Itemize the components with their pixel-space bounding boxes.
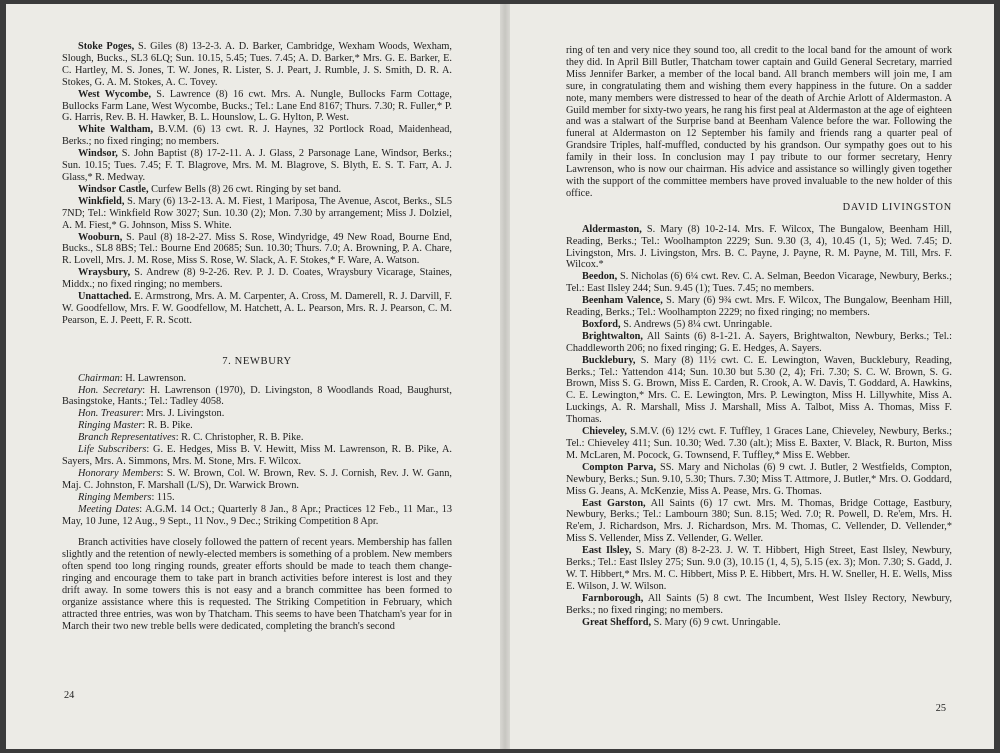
page-number-left: 24 <box>64 690 75 701</box>
tower-name: White Waltham, <box>78 124 154 136</box>
tower-entry <box>566 331 952 355</box>
tower-entry <box>566 462 952 498</box>
officer-row <box>62 385 452 409</box>
officer-label: Life Subscribers <box>78 444 147 456</box>
officer-value: : S. W. Brown, Col. W. Brown, Rev. S. J. Cornish, Rev. J. W. Gann, Maj. C. Johnston, F. Marshall (L/S), Dr. Warwick Brown. <box>62 467 452 491</box>
tower-details: Curfew Bells (8) 26 cwt. Ringing by set band. <box>148 183 342 195</box>
officer-value: : H. Lawrenson (1970), D. Livingston, 8 Woodlands Road, Baughurst, Basingstoke, Hants.; Tel.: Tadley 4058. <box>62 384 452 408</box>
tower-details: S. Nicholas (6) 6¼ cwt. Rev. C. A. Selman, Beedon Vicarage, Newbury, Berks.; Tel.: East Ilsley 244; Sun. 9.45 (1); Tues. 7.45; no members. <box>566 271 952 295</box>
officer-value: : R. B. Pike. <box>142 420 193 432</box>
officer-label: Hon. Treasurer <box>78 408 141 420</box>
page-number-right: 25 <box>935 703 946 714</box>
tower-entry <box>566 271 952 295</box>
officer-label: Ringing Master <box>78 420 143 432</box>
tower-name: East Ilsley, <box>582 545 632 557</box>
left-column <box>62 41 452 633</box>
officer-value: : A.G.M. 14 Oct.; Quarterly 8 Jan., 8 Apr.; Practices 12 Feb., 11 Mar., 13 May, 10 June, 12 Aug., 9 Sept., 11 Nov., 9 Dec.; Striking Competition 8 Apr. <box>62 503 452 527</box>
officer-row <box>62 432 452 444</box>
officer-label: Chairman <box>78 372 120 384</box>
tower-name: Winkfield, <box>78 195 125 207</box>
tower-details: S. Mary (6) 13-2-13. A. M. Fiest, 1 Mariposa, The Avenue, Ascot, Berks., SL5 7ND; Tel.: Winkfield Row 3027; Sun. 10.30 (2); Mon. 7.30 by arrangement; Miss J. Dolziel, A. M. Fiest,* G. Johnson, Miss S. White. <box>62 195 452 231</box>
tower-name: Chieveley, <box>582 426 627 438</box>
tower-name: Aldermaston, <box>582 223 642 235</box>
tower-details: S. Andrew (8) 9-2-26. Rev. P. J. D. Coates, Wraysbury Vicarage, Staines, Middx.; no fixed ringing; no members. <box>62 267 452 291</box>
tower-details: All Saints (5) 8 cwt. The Incumbent, West Ilsley Rectory, Newbury, Berks.; no fixed ringing; no members. <box>566 592 952 616</box>
tower-name: West Wycombe, <box>78 88 152 100</box>
tower-name: Compton Parva, <box>582 461 657 473</box>
tower-entry <box>566 224 952 272</box>
tower-name: Beenham Valence, <box>582 295 663 307</box>
tower-details: S. Lawrence (8) 16 cwt. Mrs. A. Nungle, Bullocks Farm Cottage, Bullocks Farm Lane, West Wycombe, Bucks.; Tel.: Lane End 8167; Thurs. 7.30; R. Fuller,* P. G. Harris, Rev. B. H. Hawker, B. L. Hounslow, L. G. Hylton, P. West. <box>62 88 452 124</box>
officer-row <box>62 504 452 528</box>
officer-row <box>62 420 452 432</box>
tower-entry <box>566 617 952 629</box>
tower-name: Farnborough, <box>582 592 644 604</box>
tower-name: Great Shefford, <box>582 616 652 628</box>
tower-details: S. Mary (8) 8-2-23. J. W. T. Hibbert, High Street, East Ilsley, Newbury, Berks.; Tel.: East Ilsley 275; Sun. 9.0 (3), 10.15 (1, 4, 5), 5.15 (ex. 3); Mon. 7.30; S. Gadd, J. W. T. Hibbert,* Mrs. M. C. Hibbert, Miss P. E. Hibbert, Mrs. H. W. Sneller, H. E. Wells, Miss E. Wilson, J. W. Wilson. <box>566 545 952 592</box>
tower-entry <box>566 593 952 617</box>
branch-officers <box>62 373 452 528</box>
tower-list-newbury <box>566 224 952 629</box>
officer-value: : Mrs. J. Livingston. <box>140 408 225 420</box>
officer-row <box>62 444 452 468</box>
book-spread <box>6 4 994 749</box>
officer-row <box>62 373 452 385</box>
tower-entry <box>566 498 952 546</box>
tower-entry <box>62 184 452 196</box>
officer-label: Hon. Secretary <box>78 384 143 396</box>
tower-details: SS. Mary and Nicholas (6) 9 cwt. J. Butler, 2 Westfields, Compton, Newbury, Berks.; Sun. 9.10, 5.30; Thurs. 7.30; Miss T. Attmore, J. Butler,* Mrs. O. Goddard, Miss G. Jeans, A. McKenzie, Miss A. Pease, Mrs. G. Thomas. <box>566 461 952 497</box>
tower-name: Windsor Castle, <box>78 183 149 195</box>
tower-details: S. Mary (6) 9¾ cwt. Mrs. F. Wilcox, The Bungalow, Beenham Hill, Reading, Berks.; Tel.: Woolhampton 2229; no fixed ringing; no members. <box>566 295 952 319</box>
tower-details: S. Andrews (5) 8¼ cwt. Unringable. <box>620 318 773 330</box>
tower-name: Beedon, <box>582 271 618 283</box>
tower-entry <box>566 545 952 593</box>
tower-details: S. Mary (6) 9 cwt. Unringable. <box>651 616 781 628</box>
tower-entry <box>62 196 452 232</box>
book-gutter <box>500 4 510 749</box>
tower-details: B.V.M. (6) 13 cwt. R. J. Haynes, 32 Portlock Road, Maidenhead, Berks.; no fixed ringing; no members. <box>62 124 453 148</box>
tower-entry <box>62 124 452 148</box>
tower-entry <box>62 232 452 268</box>
tower-details: S. Paul (8) 18-2-27. Miss S. Rose, Windyridge, 49 New Road, Bourne End, Bucks., SL8 8BS; Tel.: Bourne End 20685; Sun. 10.30; Thurs. 7.0; A. Browning, P. A. Chare, R. Lovell, Mrs. J. M. Rose, Miss S. Rose, W. Slack, A. F. Stokes,* F. Ware, A. Watson. <box>62 231 452 267</box>
tower-details: S. Mary (8) 10-2-14. Mrs. F. Wilcox, The Bungalow, Beenham Hill, Reading, Berks.; Tel.: Woolhampton 2229; Sun. 9.30 (3, 4), 10.45 (1, 5); Wed. 7.45; D. Livingston, Mrs. J. Livingston, Mrs. B. C. Payne, J. Payne, R. M. Payne, M. Till, Mrs. F. Wilcox.* <box>566 223 952 271</box>
branch-report-continued: ring of ten and very nice they sound too, all credit to the local band for the amount of work they did. In April Bill Butler, Thatcham tower captain and Guild General Secretary, married Miss Jennifer Barker, a member of the local band. All branch members will join me, I am sure, in congratulating them and wishing them every happiness in the future. On a sadder note, many members were distressed to hear of the death of Archie Arlott of Aldermaston. A Guild member for sixty-two years, he rang his first peal at Aldermaston at the age of eighteen and was a stalwart of the Surprise band at Beenham Valence before the war. Following the funeral at Aldermaston on 12 September his family and friends rang a quarter peal of Grandsire Triples, half-muffled, conducted by his grandson. Our sympathy goes out to his family in their loss. In conclusion may I pay tribute to our former secretary, Henry Lawrenson, who is now our chairman. His advice and assistance so willingly given together with the support of the committee members have proved invaluable to the new holder of this office. <box>566 45 952 199</box>
tower-details: All Saints (6) 17 cwt. Mrs. M. Thomas, Bridge Cottage, Eastbury, Newbury, Berks.; Tel.: Lambourn 380; Sun. 8.15; Wed. 7.0; R. Powell, D. Re'em, Mrs. H. Re'em, J. Richardson, Mrs. J. Richardson, Mrs. M. Thomas, C. Vellender, D. Vellender,* Miss S. Vellender, Miss Z. Vellender, G. Weller. <box>566 497 952 545</box>
tower-entry <box>62 89 452 125</box>
tower-entry <box>566 295 952 319</box>
tower-entry <box>62 41 452 89</box>
tower-name: Boxford, <box>582 318 621 330</box>
officer-value: : H. Lawrenson. <box>119 372 187 384</box>
tower-name: Bucklebury, <box>582 354 636 366</box>
right-page <box>510 4 994 749</box>
tower-entry <box>566 426 952 462</box>
section-title: 7. NEWBURY <box>222 355 292 367</box>
tower-details: S. Mary (8) 11½ cwt. C. E. Lewington, Waven, Bucklebury, Reading, Berks.; Tel.: Yattendon 414; Sun. 10.30 but 5.30 (2, 4); Fri. 7.30; S. C. W. Brown, S. G. Brown, Miss S. G. Brown, Miss E. Carden, R. Crook, A. W. Davis, T. Goddard, A. Hawkins, C. E. Lewington,* Mrs. C. E. Lewington, Mrs. P. Lewington, Miss H. Lillywhite, Miss A. Luckings, A. R. Marshall, Miss J. Marshall, Miss A. Talbot, Miss A. Thomas, Miss F. Thomas. <box>566 354 952 426</box>
officer-label: Honorary Members <box>78 467 161 479</box>
left-page <box>6 4 500 749</box>
tower-name: Brightwalton, <box>582 330 643 342</box>
tower-details: S. John Baptist (8) 17-2-11. A. J. Glass, 2 Parsonage Lane, Windsor, Berks.; Sun. 10.15; Tues. 7.45; F. T. Blagrove, Mrs. M. M. Blagrove, S. Blyth, E. S. T. Farr, A. J. Glass,* R. Medway. <box>62 148 452 183</box>
tower-name: Stoke Poges, <box>78 41 135 52</box>
officer-label: Meeting Dates <box>78 503 140 515</box>
tower-details: E. Armstrong, Mrs. A. M. Carpenter, A. Cross, M. Damerell, R. J. Darvill, F. W. Goodfellow, Mrs. F. W. Goodfellow, M. Hatchett, A. L. Pearson, Mrs. R. J. Pearson, C. M. Pearson, E. J. Peett, F. R. Scott. <box>62 291 452 326</box>
tower-details: S. Giles (8) 13-2-3. A. D. Barker, Cambridge, Wexham Woods, Wexham, Slough, Bucks., SL3 6LQ; Sun. 10.15, 5.45; Tues. 7.45; A. D. Barker,* Mrs. G. E. Barker, E. C. Hartley, M. S. Jones, T. W. Jones, R. Lister, S. J. Peart, J. Rumble, J. S. Smith, D. R. A. Stokes, G. A. M. Stokes, A. C. Tovey. <box>62 41 452 88</box>
officer-row <box>62 408 452 420</box>
officer-label: Branch Representatives <box>78 432 176 444</box>
tower-entry <box>566 355 952 426</box>
tower-entry <box>62 291 452 327</box>
officer-value: : 115. <box>151 491 175 503</box>
officer-row <box>62 492 452 504</box>
right-column <box>566 45 952 629</box>
tower-name: East Garston, <box>582 497 646 509</box>
tower-entry <box>62 148 452 184</box>
tower-list-top <box>62 41 452 327</box>
report-signature: DAVID LIVINGSTON <box>842 201 952 213</box>
officer-label: Ringing Members <box>78 491 152 503</box>
tower-name: Wraysbury, <box>78 267 131 279</box>
tower-details: S.M.V. (6) 12½ cwt. F. Tuffley, 1 Graces Lane, Chieveley, Newbury, Berks.; Tel.: Chieveley 411; Sun. 10.30; Wed. 7.30 (alt.); Miss E. Baxter, V. Black, R. Burton, Miss M. McLaren, M. Pocock, G. Townsend, F. Tuffley,* Miss E. Webber. <box>566 426 952 461</box>
officer-value: : R. C. Christopher, R. B. Pike. <box>175 432 304 444</box>
tower-name: Unattached. <box>78 291 132 303</box>
tower-name: Wooburn, <box>78 231 123 243</box>
tower-entry <box>62 267 452 291</box>
tower-name: Windsor, <box>78 148 118 160</box>
tower-entry <box>566 319 952 331</box>
tower-details: All Saints (6) 8-1-21. A. Sayers, Brightwalton, Newbury, Berks.; Tel.: Chaddleworth 206; no fixed ringing; G. E. Hedges, A. Sayers. <box>566 330 952 354</box>
officer-value: : G. E. Hedges, Miss B. V. Hewitt, Miss M. Lawrenson, R. B. Pike, A. Sayers, Mrs. A. Simmons, Mrs. M. Stone, Mrs. F. Wilcox. <box>62 444 453 467</box>
officer-row <box>62 468 452 492</box>
branch-report: Branch activities have closely followed the pattern of recent years. Membership has fallen slightly and the retention of newly-elected members is something of a problem. New members often spend too long ringing rounds, greater efforts should be made to teach them change-ringing and encourage them to take part in branch activities before interest is lost and they drift away. In some towers this is not easy and a branch committee has been formed to organize assistance where this is requested. The Striking Competition in February, which attracted three entries, was won by Thatcham. This seems to have been Thatcham's year for in March their two new treble bells were dedicated, completing the branch's second <box>62 537 452 632</box>
